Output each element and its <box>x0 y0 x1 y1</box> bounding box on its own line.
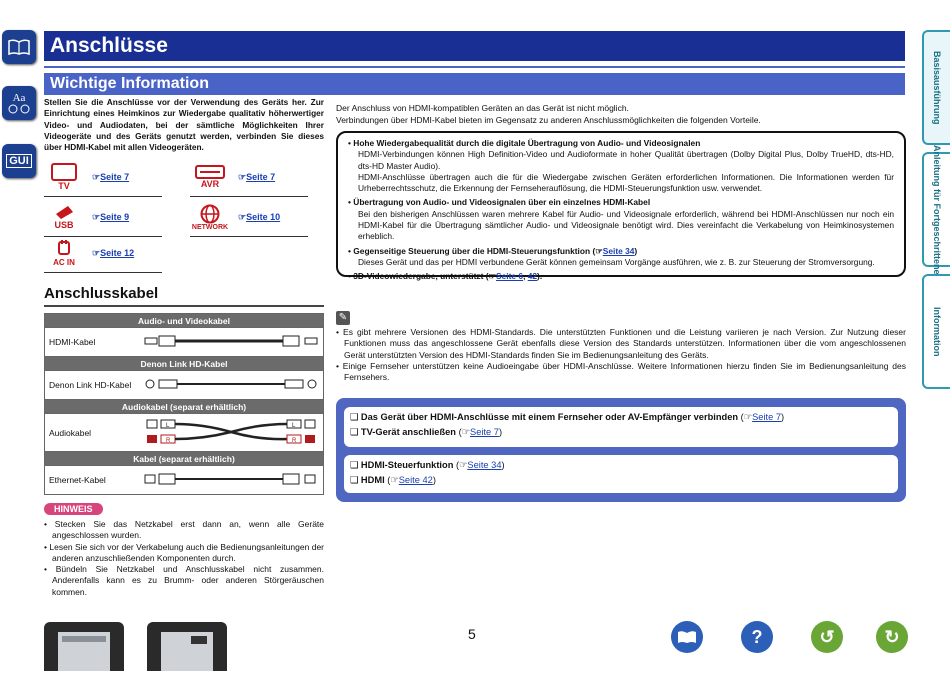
cable-name: Audiokabel <box>45 414 140 452</box>
cable-name: HDMI-Kabel <box>45 328 140 357</box>
rear-panel-thumbnail[interactable] <box>147 622 227 671</box>
related-link[interactable]: ❑ HDMI (☞Seite 42) <box>350 475 436 485</box>
advantage-item: • Übertragung von Audio- und Videosignalen über ein einzelnes HDMI-Kabel Bei den bisherigen Anschlüssen waren mehrere Kabel für Audio- und Videosignale erforderlich, während bei HDMI-Anschlüssen nur noch ein HDMI-Kabel für die Übertragung sämtlicher Audio- und Videosignale benötigt wird. Dies vereinfacht die Verkabelung von Heimkinosystemen erheblich. <box>348 197 894 242</box>
advantage-item: • Hohe Wiedergabequalität durch die digitale Übertragung von Audio- und Videosignalen HDMI-Verbindungen können High Definition-Video und Audioformate in hoher Qualität übertragen (Dolby Digital Plus, Dolby TrueHD, dts-HD, dts-HD Master Audio). HDMI-Anschlüsse übertragen auch die für die Wiedergabe zwischen Geräten erforderlichen Informationen. Die Informationen werden für Urheberrechtsschutz, die Erkennung der Fernseherauflösung, die HDMI-Steuerungsfunktion usw. verwendet. <box>348 138 894 194</box>
connection-avr <box>190 162 275 192</box>
cable-group-header: Audiokabel (separat erhältlich) <box>45 400 324 414</box>
page-link[interactable]: Seite 34 <box>602 245 635 256</box>
cable-name: Ethernet-Kabel <box>45 466 140 495</box>
note-list <box>44 519 324 598</box>
hdmi-cable-icon <box>139 328 324 357</box>
list-item: • Einige Fernseher unterstützen keine Audioeingabe über HDMI-Anschlüsse. Weitere Informationen hierzu finden Sie im Bedienungsanleitung des Fernsehers. <box>336 360 906 383</box>
gui-button[interactable] <box>2 144 36 178</box>
related-links-group <box>344 455 898 493</box>
advantage-item: • Gegenseitige Steuerung über die HDMI-Steuerungsfunktion (☞Seite 34) Dieses Gerät und das per HDMI verbundene Gerät können gemeinsam Vorgänge ausführen, wie z. B. zur Steuerung der Stromversorgung. <box>348 245 875 267</box>
help-button[interactable] <box>741 621 773 653</box>
divider <box>190 236 308 237</box>
book-icon <box>677 630 697 644</box>
usb-icon <box>44 202 84 232</box>
text-size-button[interactable] <box>2 86 36 120</box>
cable-group-header: Kabel (separat erhältlich) <box>45 452 324 466</box>
ac-in-page-link[interactable]: ☞Seite 12 <box>92 247 135 258</box>
right-plug-label: R <box>292 437 297 444</box>
cable-group-header: Audio- und Videokabel <box>45 314 324 328</box>
divider <box>190 196 308 197</box>
avr-icon-label: AVR <box>200 179 220 189</box>
cables-title: Anschlusskabel <box>44 285 159 302</box>
connection-tv <box>44 162 129 192</box>
forward-button[interactable] <box>876 621 908 653</box>
ac-in-icon-label: AC IN <box>53 257 75 267</box>
intro-line: Verbindungen über HDMI-Kabel bieten im Gegensatz zu anderen Anschlussmöglichkeiten die folgenden Vorteile. <box>336 114 761 125</box>
advantages-box <box>336 131 906 282</box>
list-item: • Stecken Sie das Netzkabel erst dann an, wenn alle Geräte angeschlossen wurden. <box>44 519 325 541</box>
connection-network <box>190 202 280 232</box>
book-icon[interactable] <box>2 30 36 64</box>
advantage-item: • 3D-Videowiedergabe, unterstützt (☞Seite 6, 42). <box>348 271 543 282</box>
undo-arrow-icon: ↺ <box>819 626 835 647</box>
note-badge: HINWEIS <box>44 503 103 515</box>
intro-line: Der Anschluss von HDMI-kompatiblen Geräten an das Gerät ist nicht möglich. <box>336 103 629 113</box>
intro-text: Stellen Sie die Anschlüsse vor der Verwendung des Geräts her. Zur Einrichtung eines Heimkinos zur Wiedergabe qualitativ höherwertiger Video- und Audiodaten, bei der sämtliche Möglichkeiten Ihrer Videogeräte und des Geräts genutzt werden, verbinden Sie dieses über HDMI-Kabel mit allen Videogeräten. <box>44 97 324 153</box>
avr-page-link[interactable]: ☞Seite 7 <box>238 171 276 182</box>
page-title: Anschlüsse <box>44 31 905 61</box>
related-link[interactable]: ❑ HDMI-Steuerfunktion (☞Seite 34) <box>350 460 505 470</box>
network-icon <box>190 202 230 232</box>
back-button[interactable] <box>811 621 843 653</box>
left-plug-label: L <box>292 422 296 429</box>
network-icon-label: NETWORK <box>191 223 229 231</box>
ethernet-cable-icon <box>139 466 324 495</box>
related-links-group <box>344 407 898 447</box>
connection-ac-in <box>44 238 134 268</box>
notes-list <box>336 327 906 383</box>
gui-label: GUI <box>6 154 32 168</box>
tv-icon <box>44 162 84 192</box>
tab-basisausfuehrung[interactable]: Basisausführung <box>922 30 950 145</box>
usb-page-link[interactable]: ☞Seite 9 <box>92 211 130 222</box>
related-links-panel <box>336 398 906 502</box>
tab-fortgeschrittene[interactable]: Anleitung für Fortgeschrittene <box>922 152 950 267</box>
list-item: • Lesen Sie sich vor der Verkabelung auch die Bedienungsanleitungen der anderen anzuschließenden Komponenten durch. <box>44 541 324 563</box>
pencil-icon: ✎ <box>336 311 350 325</box>
divider <box>44 236 162 237</box>
usb-icon-label: USB <box>54 220 74 230</box>
divider <box>44 196 162 197</box>
redo-arrow-icon: ↻ <box>884 626 900 647</box>
divider <box>44 272 162 273</box>
aa-label: Aa <box>12 92 26 104</box>
page-link[interactable]: Seite 6 <box>496 271 524 282</box>
related-link[interactable]: ❑ Das Gerät über HDMI-Anschlüsse mit einem Fernseher oder AV-Empfänger verbinden (☞Seite 7) <box>350 412 785 422</box>
divider <box>44 66 905 68</box>
front-panel-thumbnail[interactable] <box>44 622 124 671</box>
tv-icon-label: TV <box>58 181 70 191</box>
audio-cable-icon <box>139 414 324 452</box>
related-link[interactable]: ❑ TV-Gerät anschließen (☞Seite 7) <box>350 427 503 437</box>
denon-link-cable-icon <box>139 371 324 400</box>
section-title: Wichtige Information <box>44 73 905 95</box>
cable-group-header: Denon Link HD-Kabel <box>45 357 324 371</box>
avr-icon <box>190 162 230 192</box>
right-plug-label: R <box>166 437 171 444</box>
cable-table <box>44 313 324 495</box>
question-icon: ? <box>751 626 763 647</box>
list-item: • Es gibt mehrere Versionen des HDMI-Standards. Die unterstützten Funktionen und die Leistung variieren je nach Version. Zur Nutzung dieser Funktionen muss das angeschlossene Gerät ebenfalls diese Version des Standards unterstützen. Informationen über die vom angeschlossenen Gerät unterstützten Version des HDMI-Standards finden Sie im Bedienungsanleitung des Geräts. <box>336 327 906 360</box>
page-number: 5 <box>468 626 476 642</box>
divider <box>44 305 324 307</box>
list-item: • Bündeln Sie Netzkabel und Anschlusskabel nicht zusammen. Anderenfalls kann es zu Brumm- oder anderen Störgeräuschen kommen. <box>44 564 324 597</box>
ac-in-icon <box>44 238 84 268</box>
page-link[interactable]: 42 <box>527 271 538 282</box>
tv-page-link[interactable]: ☞Seite 7 <box>92 171 130 182</box>
left-plug-label: L <box>166 422 170 429</box>
manual-book-button[interactable] <box>671 621 703 653</box>
tab-information[interactable]: Information <box>922 274 950 389</box>
right-intro <box>336 103 906 126</box>
cable-name: Denon Link HD-Kabel <box>45 371 140 400</box>
connection-usb <box>44 202 129 232</box>
network-page-link[interactable]: ☞Seite 10 <box>238 211 281 222</box>
